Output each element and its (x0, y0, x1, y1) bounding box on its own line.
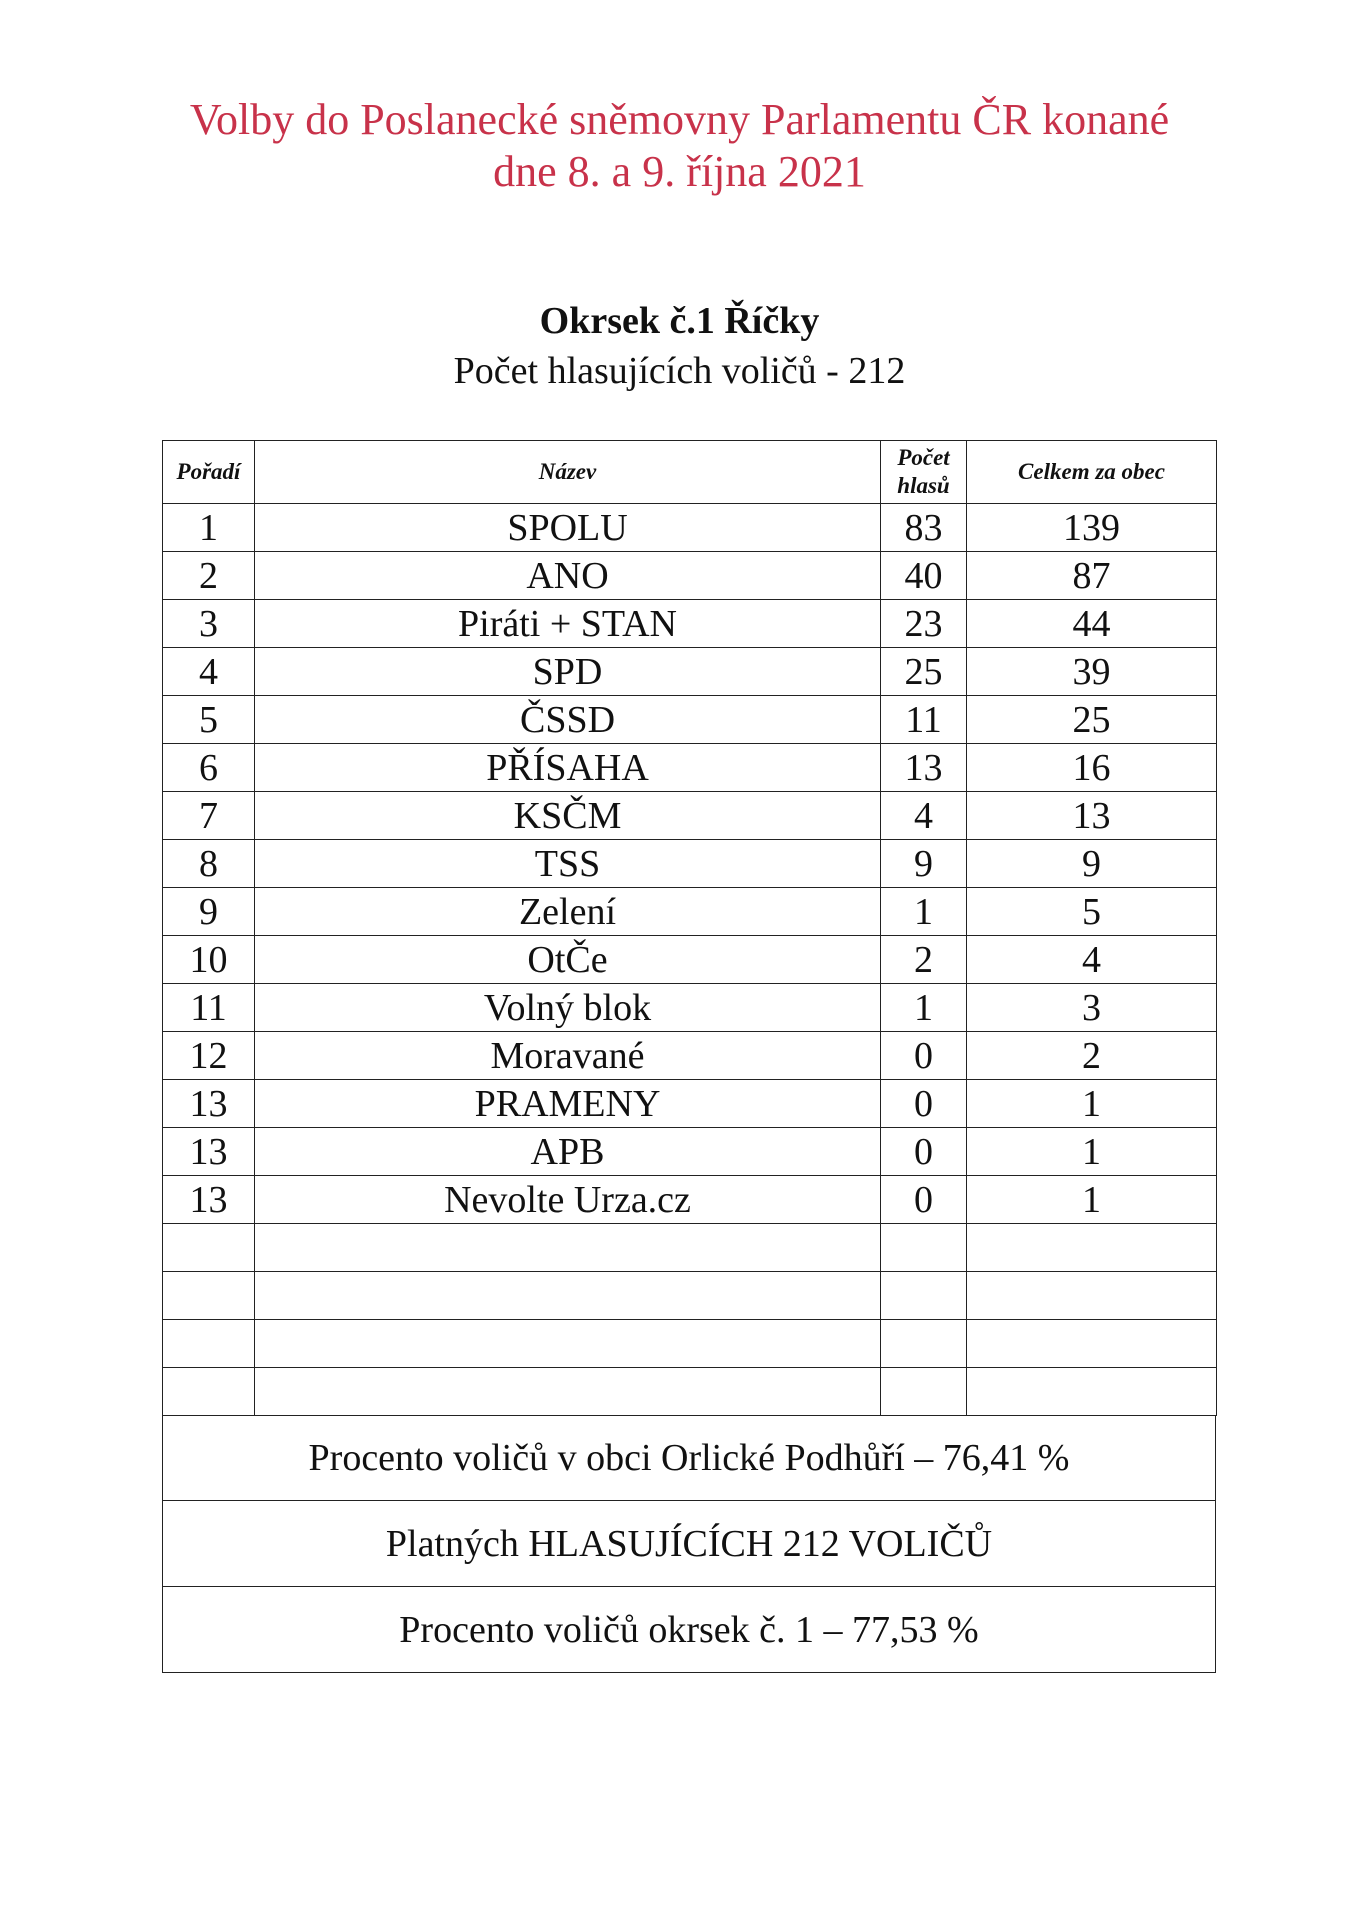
summary-block (162, 1415, 1216, 1673)
cell-total-empty (967, 1368, 1217, 1416)
cell-total: 1 (967, 1080, 1217, 1128)
cell-rank: 5 (163, 696, 255, 744)
cell-total: 5 (967, 888, 1217, 936)
cell-total: 16 (967, 744, 1217, 792)
header-votes-line2: hlasů (897, 473, 950, 498)
cell-votes: 1 (881, 888, 967, 936)
table-header-row (163, 441, 1217, 504)
table-row (163, 552, 1217, 600)
cell-votes-empty (881, 1320, 967, 1368)
table-row (163, 744, 1217, 792)
summary-municipality-percent: Procento voličů v obci Orlické Podhůří – 76,41 % (162, 1415, 1216, 1501)
table-row (163, 648, 1217, 696)
cell-total: 87 (967, 552, 1217, 600)
results-table (162, 440, 1217, 1416)
cell-rank: 11 (163, 984, 255, 1032)
summary-valid-voters: Platných HLASUJÍCÍCH 212 VOLIČŮ (162, 1501, 1216, 1587)
header-name: Název (255, 441, 881, 504)
table-row (163, 792, 1217, 840)
cell-votes: 40 (881, 552, 967, 600)
cell-votes: 1 (881, 984, 967, 1032)
cell-rank: 12 (163, 1032, 255, 1080)
cell-name: PRAMENY (255, 1080, 881, 1128)
table-row-empty (163, 1320, 1217, 1368)
table-row (163, 888, 1217, 936)
cell-rank: 13 (163, 1128, 255, 1176)
cell-name: Moravané (255, 1032, 881, 1080)
table-row (163, 1080, 1217, 1128)
cell-total: 39 (967, 648, 1217, 696)
cell-rank: 1 (163, 504, 255, 552)
cell-total: 13 (967, 792, 1217, 840)
cell-name: OtČe (255, 936, 881, 984)
cell-name: PŘÍSAHA (255, 744, 881, 792)
cell-votes: 4 (881, 792, 967, 840)
cell-rank-empty (163, 1320, 255, 1368)
cell-name: TSS (255, 840, 881, 888)
cell-rank: 6 (163, 744, 255, 792)
cell-rank-empty (163, 1224, 255, 1272)
cell-rank: 2 (163, 552, 255, 600)
cell-rank-empty (163, 1272, 255, 1320)
cell-total: 44 (967, 600, 1217, 648)
district-title: Okrsek č.1 Říčky (539, 300, 820, 342)
cell-name: Volný blok (255, 984, 881, 1032)
voters-count: Počet hlasujících voličů - 212 (453, 350, 906, 392)
cell-rank: 3 (163, 600, 255, 648)
cell-total-empty (967, 1224, 1217, 1272)
table-row-empty (163, 1368, 1217, 1416)
cell-name: Zelení (255, 888, 881, 936)
cell-name-empty (255, 1224, 881, 1272)
table-row (163, 1176, 1217, 1224)
cell-total: 1 (967, 1176, 1217, 1224)
cell-total-empty (967, 1320, 1217, 1368)
cell-votes: 0 (881, 1176, 967, 1224)
cell-rank: 7 (163, 792, 255, 840)
header-votes-line1: Počet (897, 445, 950, 470)
header-votes (881, 441, 967, 504)
cell-votes-empty (881, 1272, 967, 1320)
header-total: Celkem za obec (967, 441, 1217, 504)
results-body (163, 504, 1217, 1416)
cell-rank: 13 (163, 1080, 255, 1128)
table-row (163, 600, 1217, 648)
cell-votes: 23 (881, 600, 967, 648)
cell-votes: 25 (881, 648, 967, 696)
table-row-empty (163, 1224, 1217, 1272)
cell-votes: 11 (881, 696, 967, 744)
cell-name-empty (255, 1320, 881, 1368)
cell-name: SPD (255, 648, 881, 696)
cell-rank: 4 (163, 648, 255, 696)
cell-name: KSČM (255, 792, 881, 840)
cell-votes: 0 (881, 1080, 967, 1128)
cell-rank: 13 (163, 1176, 255, 1224)
cell-name: Piráti + STAN (255, 600, 881, 648)
cell-total: 4 (967, 936, 1217, 984)
document-heading-line1: Volby do Poslanecké sněmovny Parlamentu ČR konané (189, 95, 1170, 144)
cell-rank: 10 (163, 936, 255, 984)
cell-rank: 8 (163, 840, 255, 888)
cell-total: 9 (967, 840, 1217, 888)
cell-total: 2 (967, 1032, 1217, 1080)
cell-votes: 83 (881, 504, 967, 552)
table-row (163, 840, 1217, 888)
cell-name: ČSSD (255, 696, 881, 744)
cell-votes: 9 (881, 840, 967, 888)
cell-votes-empty (881, 1224, 967, 1272)
table-row (163, 984, 1217, 1032)
table-row (163, 1128, 1217, 1176)
cell-rank: 9 (163, 888, 255, 936)
cell-votes: 13 (881, 744, 967, 792)
cell-total: 3 (967, 984, 1217, 1032)
table-row (163, 936, 1217, 984)
cell-votes-empty (881, 1368, 967, 1416)
table-row (163, 504, 1217, 552)
table-row (163, 696, 1217, 744)
table-row (163, 1032, 1217, 1080)
cell-votes: 0 (881, 1032, 967, 1080)
cell-name: ANO (255, 552, 881, 600)
summary-district-percent: Procento voličů okrsek č. 1 – 77,53 % (162, 1587, 1216, 1673)
cell-name-empty (255, 1368, 881, 1416)
cell-total: 1 (967, 1128, 1217, 1176)
cell-votes: 0 (881, 1128, 967, 1176)
cell-name-empty (255, 1272, 881, 1320)
cell-name: APB (255, 1128, 881, 1176)
header-rank: Pořadí (163, 441, 255, 504)
cell-votes: 2 (881, 936, 967, 984)
cell-rank-empty (163, 1368, 255, 1416)
cell-total: 25 (967, 696, 1217, 744)
document-heading-line2: dne 8. a 9. října 2021 (493, 147, 866, 196)
table-row-empty (163, 1272, 1217, 1320)
cell-name: SPOLU (255, 504, 881, 552)
cell-name: Nevolte Urza.cz (255, 1176, 881, 1224)
cell-total-empty (967, 1272, 1217, 1320)
cell-total: 139 (967, 504, 1217, 552)
